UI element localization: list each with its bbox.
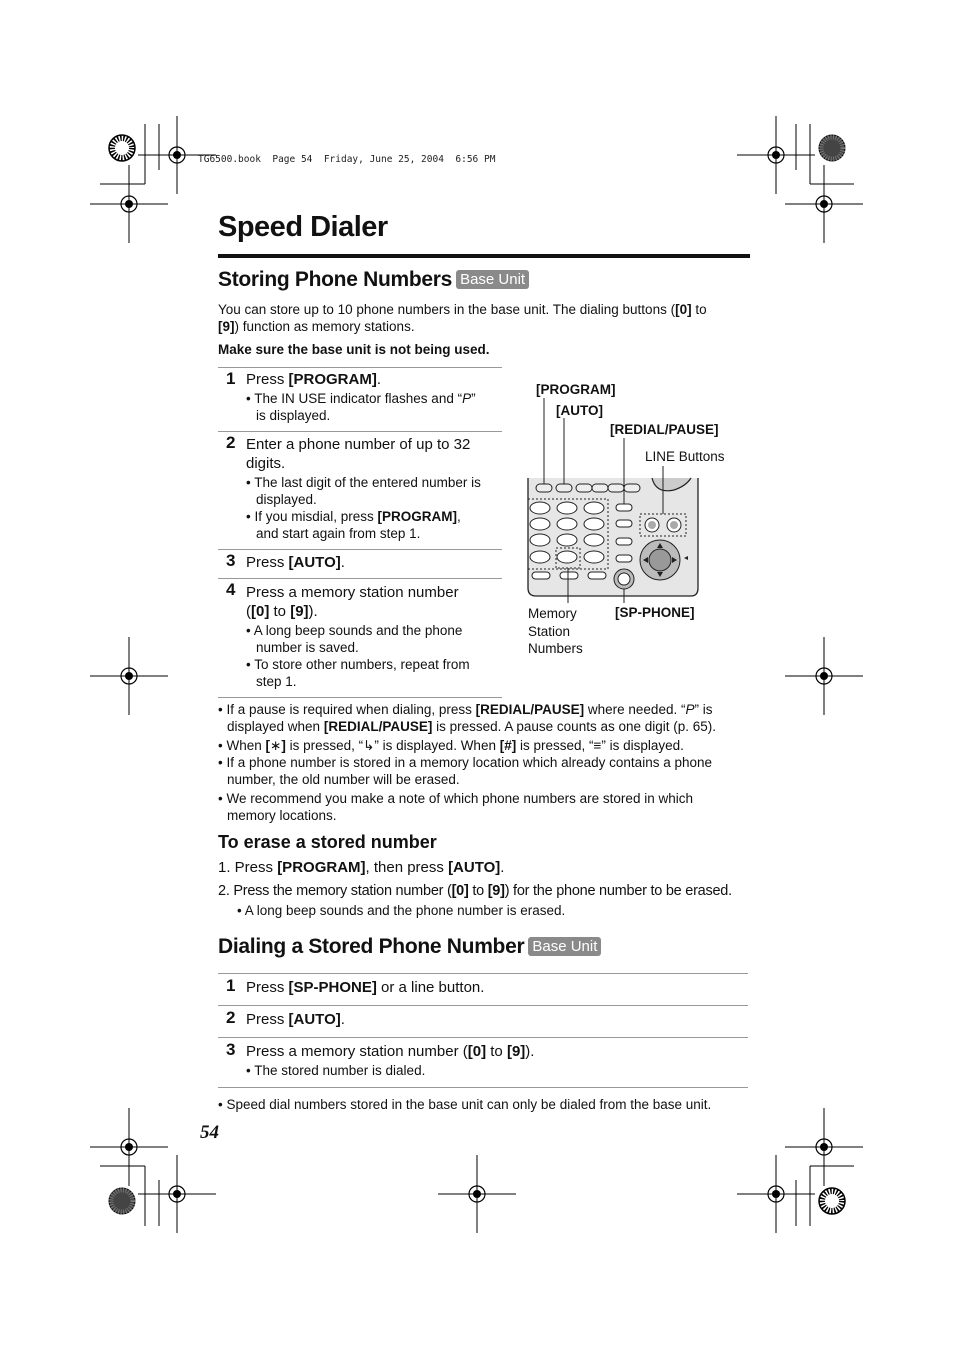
step-number: 3 <box>226 1040 236 1059</box>
step-4-text: Press a memory station number ([0] to [9]). <box>246 584 459 620</box>
section-heading-storing: Storing Phone Numbers Base Unit <box>218 268 529 292</box>
base-unit-badge: Base Unit <box>528 937 601 956</box>
divider <box>218 549 502 550</box>
dial-step-1: Press [SP-PHONE] or a line button. <box>246 979 485 996</box>
divider <box>218 973 748 974</box>
note-star-hash: • When [∗] is pressed, “↳” is displayed. When [#] is pressed, “≡” is displayed. <box>218 738 684 753</box>
note-recommend: • We recommend you make a note of which phone numbers are stored in which memory locations. <box>218 791 693 823</box>
step-number: 1 <box>226 369 236 388</box>
dialing-note: • Speed dial numbers stored in the base unit can only be dialed from the base unit. <box>218 1097 712 1112</box>
label-sp-phone: [SP-PHONE] <box>615 605 695 620</box>
divider <box>218 431 502 432</box>
erase-step-2: 2. Press the memory station number ([0] to [9]) for the phone number to be erased. <box>218 883 732 899</box>
dial-step-3-bullet: • The stored number is dialed. <box>246 1063 426 1078</box>
step-number: 3 <box>226 551 236 570</box>
step-number: 4 <box>226 580 236 599</box>
label-auto: [AUTO] <box>556 403 603 418</box>
pause-symbol-icon: P <box>685 702 695 717</box>
step-number: 2 <box>226 1008 236 1027</box>
base-unit-diagram <box>526 398 706 603</box>
star-display-icon: ↳ <box>363 738 375 753</box>
page-title: Speed Dialer <box>218 211 388 243</box>
step-4-bullets: • A long beep sounds and the phone number is saved. • To store other numbers, repeat from step 1. <box>246 623 470 689</box>
label-program: [PROGRAM] <box>536 382 616 397</box>
erase-bullet: • A long beep sounds and the phone number is erased. <box>237 903 566 918</box>
dial-step-2: Press [AUTO]. <box>246 1011 345 1028</box>
step-1-bullet: • The IN USE indicator flashes and “P” is displayed. <box>246 391 476 423</box>
file-header: TG6500.book Page 54 Friday, June 25, 2004 6:56 PM <box>198 154 496 165</box>
note-pause: • If a pause is required when dialing, press [REDIAL/PAUSE] where needed. “P” is displayed when [REDIAL/PAUSE] is pressed. A pause counts as one digit (p. 65). <box>218 702 717 734</box>
divider <box>218 697 502 698</box>
subheading-erase: To erase a stored number <box>218 832 437 852</box>
star-key-icon: ∗ <box>270 738 282 753</box>
base-unit-badge: Base Unit <box>456 270 529 289</box>
divider <box>218 578 502 579</box>
section-heading-dialing: Dialing a Stored Phone Number Base Unit <box>218 935 601 959</box>
page-number: 54 <box>200 1122 219 1143</box>
hash-display-icon: ≡ <box>593 738 602 753</box>
step-number: 2 <box>226 433 236 452</box>
step-3-text: Press [AUTO]. <box>246 554 345 571</box>
step-number: 1 <box>226 976 236 995</box>
storing-warning: Make sure the base unit is not being used. <box>218 342 490 357</box>
divider <box>218 1037 748 1038</box>
divider <box>218 367 502 368</box>
storing-intro: You can store up to 10 phone numbers in the base unit. The dialing buttons ([0] to [9]) function as memory stations. <box>218 302 707 334</box>
label-redial-pause: [REDIAL/PAUSE] <box>610 422 719 437</box>
label-line-buttons: LINE Buttons <box>645 449 725 464</box>
erase-step-1: 1. Press [PROGRAM], then press [AUTO]. <box>218 859 505 876</box>
step-2-bullets: • The last digit of the entered number is displayed. • If you misdial, press [PROGRAM], and start again from step 1. <box>246 475 481 541</box>
pause-symbol-icon: P <box>462 391 472 406</box>
dial-step-3: Press a memory station number ([0] to [9]). <box>246 1043 535 1060</box>
label-memory-station: Memory Station Numbers <box>528 606 583 656</box>
note-overwrite: • If a phone number is stored in a memory location which already contains a phone number, the old number will be erased. <box>218 755 713 787</box>
divider <box>218 1087 748 1088</box>
title-rule <box>218 254 750 258</box>
step-1-text: Press [PROGRAM]. <box>246 371 382 388</box>
divider <box>218 1005 748 1006</box>
step-2-text: Enter a phone number of up to 32 digits. <box>246 436 471 472</box>
